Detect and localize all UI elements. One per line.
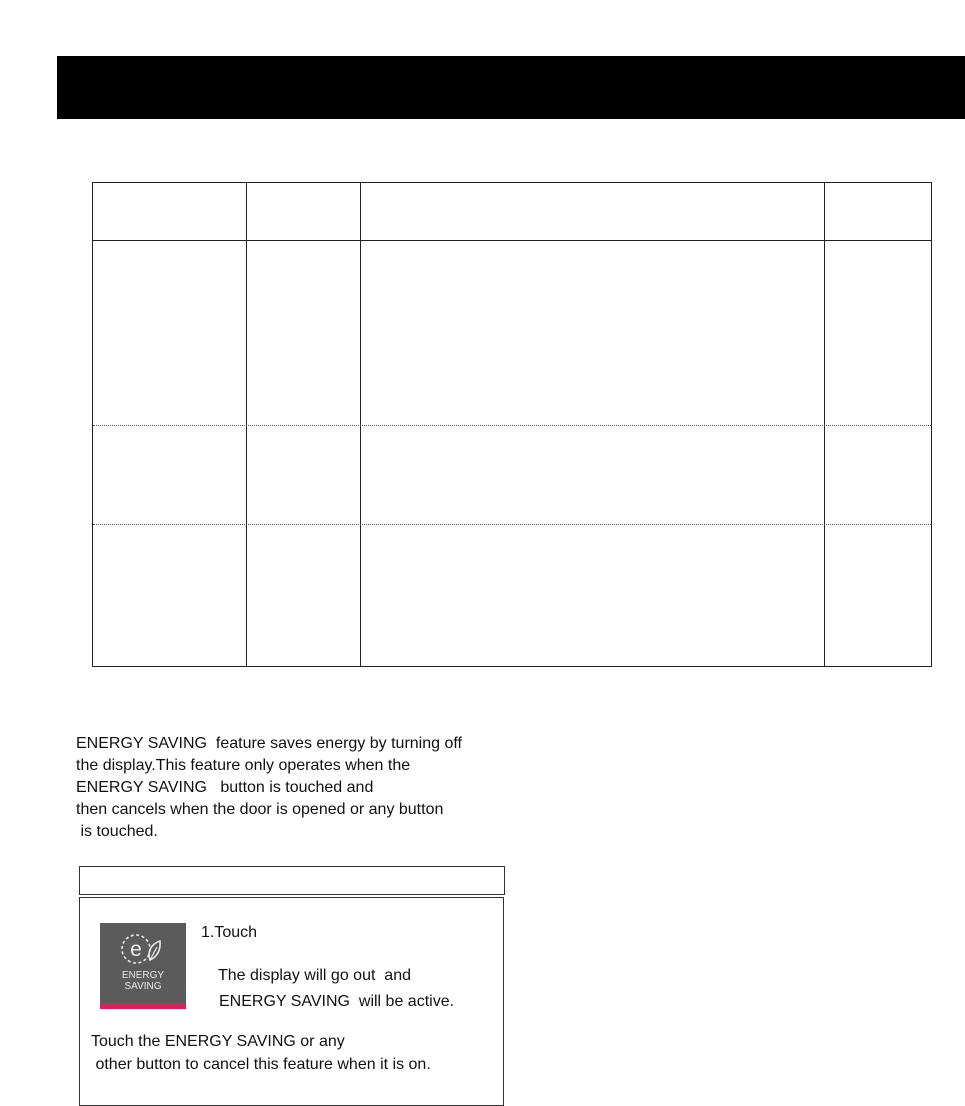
result-text-line: The display will go out and [218,967,411,984]
table-row-divider [93,425,931,426]
energy-saving-leaf-icon [120,930,164,968]
table-row-divider [93,524,931,525]
button-accent-strip [100,1003,186,1009]
description-line: ENERGY SAVING button is touched and [76,779,374,796]
button-label-line: ENERGY [121,970,165,981]
description-line: the display.This feature only operates when the [76,757,411,774]
instruction-box [79,897,504,1106]
section-header-bar [57,56,965,119]
description-line: ENERGY SAVING feature saves energy by turning off [76,735,462,752]
energy-saving-button-label [100,970,186,992]
cancel-text-line: Touch the ENERGY SAVING or any [91,1033,345,1050]
energy-saving-button[interactable] [100,923,186,1009]
description-line: is touched. [76,823,158,840]
feature-table [92,182,932,667]
energy-saving-description [76,733,516,843]
step-label: 1.Touch [201,924,258,941]
cancel-text-line: other button to cancel this feature when it is on. [91,1056,431,1073]
instruction-box-title [79,866,505,895]
table-header-divider [93,240,931,241]
button-label-line: SAVING [124,981,162,992]
description-line: then cancels when the door is opened or any button [76,801,444,818]
result-text-line: ENERGY SAVING will be active. [219,993,455,1010]
svg-text:e: e [130,938,142,961]
